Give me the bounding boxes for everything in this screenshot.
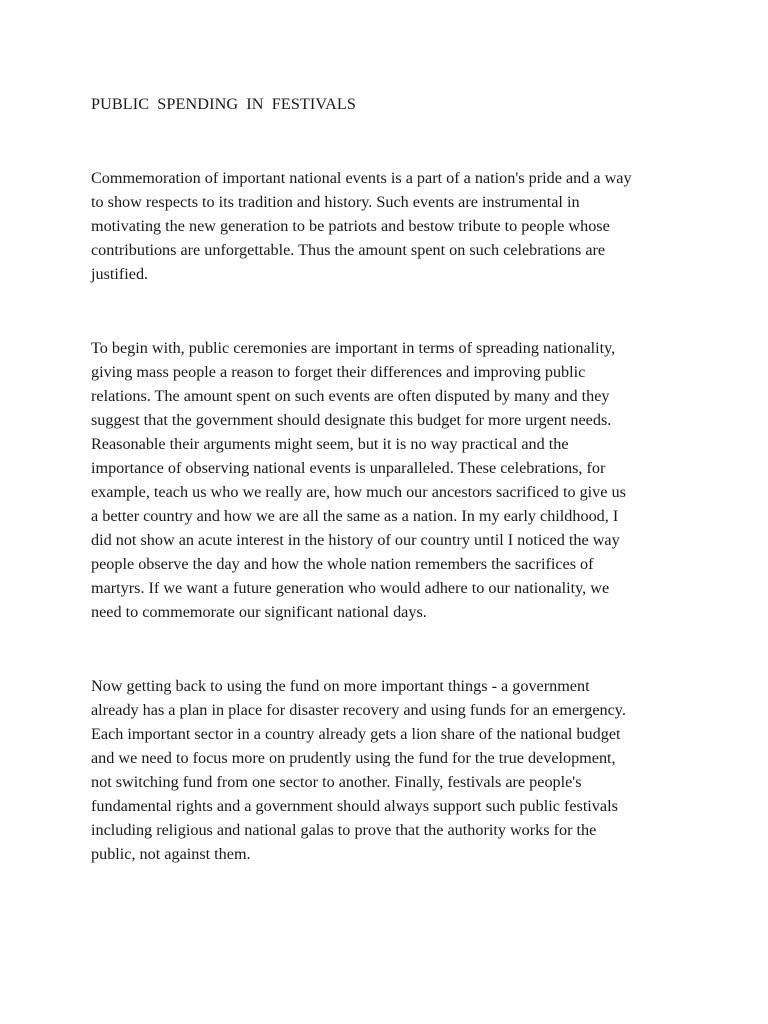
paragraph-body: To begin with, public ceremonies are important in terms of spreading nationality, giving mass people a reason to forget their differences and improving public relations. The amount spent on such events are often disputed by many and they suggest that the government should designate this budget for more urgent needs. Reasonable their arguments might seem, but it is no way practical and the importance of observing national events is unparalleled. These celebrations, for example, teach us who we really are, how much our ancestors sacrificed to give us a better country and how we are all the same as a nation. In my early childhood, I did not show an acute interest in the history of our country until I noticed the way people observe the day and how the whole nation remembers the sacrifices of martyrs. If we want a future generation who would adhere to our nationality, we need to commemorate our significant national days. [91,339,626,621]
paragraph-introduction: Commemoration of important national events is a part of a nation's pride and a way to show respects to its tradition and history. Such events are instrumental in motivating the new generation to be patriots and bestow tribute to people whose contributions are unforgettable. Thus the amount spent on such celebrations are justified. [91,169,632,283]
paragraph-conclusion: Now getting back to using the fund on more important things - a government already has a plan in place for disaster recovery and using funds for an emergency. Each important sector in a country already gets a lion share of the national budget and we need to focus more on prudently using the fund for the true development, not switching fund from one sector to another. Finally, festivals are people's fundamental rights and a government should always support such public festivals including religious and national galas to prove that the authority works for the public, not against them. [91,677,626,863]
essay-title: PUBLIC SPENDING IN FESTIVALS [91,95,356,113]
essay-body [91,92,691,866]
